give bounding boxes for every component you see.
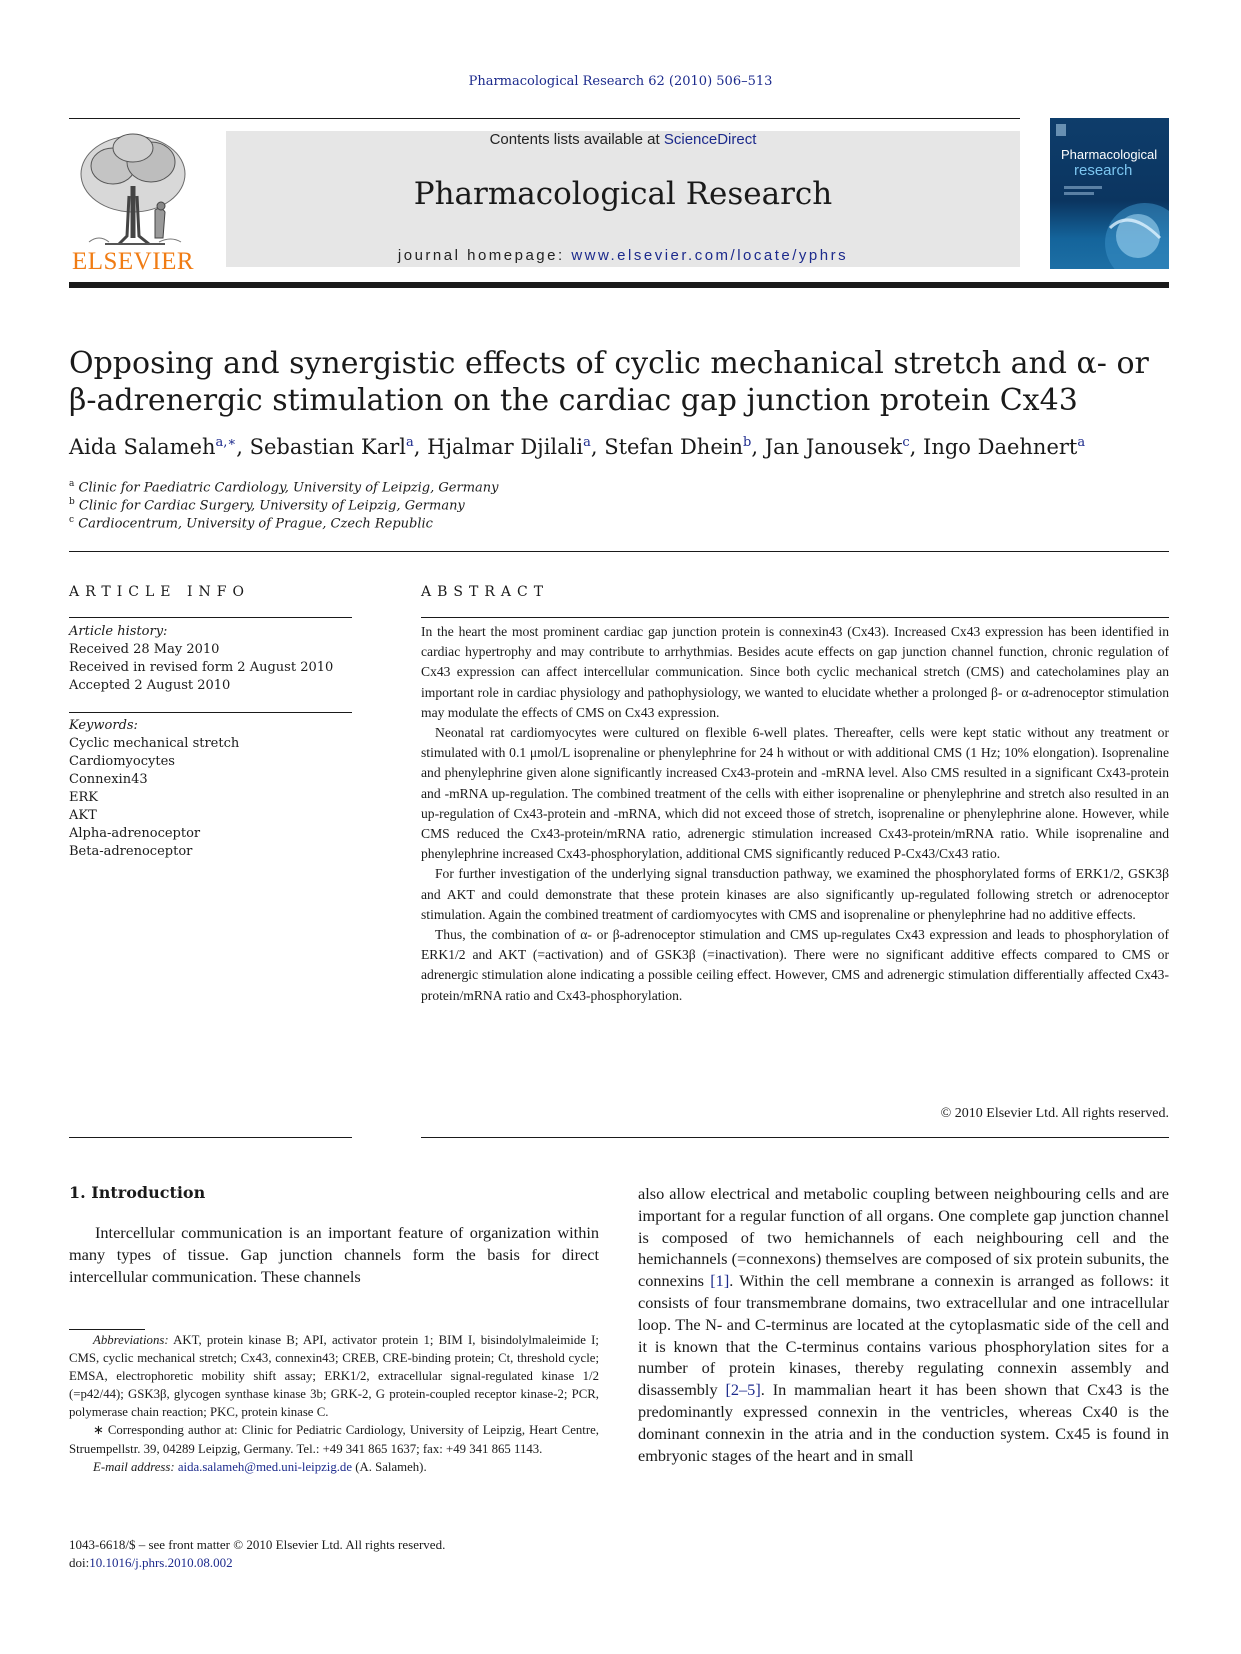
abbreviations-footnote: Abbreviations: AKT, protein kinase B; API, activator protein 1; BIM I, bisindolylmaleimide I; CMS, cyclic mechanical stretch; Cx43, connexin43; CREB, CRE-binding protein; Ct, threshold cycle; EMSA, electrophoretic mobility shift assay; ERK1/2, extracellular signal-regulated kinase 1/2 (=p42/44); GSK3β, glycogen synthase kinase 3b; GRK-2, G protein-coupled receptor kinase-2; PCR, polymerase chain reaction; PKC, protein kinase C. — [69, 1333, 599, 1420]
history-received: Received 28 May 2010 — [69, 642, 220, 657]
article-info-rule — [69, 617, 352, 618]
keywords-rule — [69, 712, 352, 713]
article-history — [69, 623, 352, 695]
email-footnote: E-mail address: aida.salameh@med.uni-leipzig.de (A. Salameh). — [93, 1459, 427, 1474]
author[interactable]: Ingo Daehnert$^a$ — [923, 435, 1086, 459]
affiliation: $^a$ Clinic for Paediatric Cardiology, University of Leipzig, Germany — [69, 479, 499, 496]
author[interactable]: Sebastian Karl$^a$ — [249, 435, 414, 459]
sciencedirect-link[interactable]: ScienceDirect — [663, 131, 757, 148]
introduction-heading: 1. Introduction — [69, 1183, 206, 1202]
email-link[interactable]: aida.salameh@med.uni-leipzig.de — [177, 1459, 353, 1474]
article-title-line2: β-adrenergic stimulation on the cardiac gap junction protein Cx43 — [69, 383, 1078, 418]
corresponding-author-footnote: ∗ Corresponding author at: Clinic for Pediatric Cardiology, University of Leipzig, Heart Centre, Struempellstr. 39, 04289 Leipzig, Germany. Tel.: +49 341 865 1637; fax: +49 341 865 1143. — [69, 1423, 599, 1456]
section-rule — [69, 551, 1169, 552]
reference-link[interactable]: [2–5] — [725, 1380, 761, 1400]
author[interactable]: Jan Janousek$^c$ — [764, 435, 910, 459]
abstract-paragraph: For further investigation of the underlying signal transduction pathway, we examined the phosphorylated forms of ERK1/2, GSK3β and AKT and could demonstrate that these protein kinases are also significantly up-regulated following stretch or adrenoceptor stimulation. Again the combined treatment of cardiomyocytes with CMS and isoprenaline or phenylephrine had no additive effects. — [421, 866, 1169, 922]
contents-prefix: Contents lists available at — [489, 131, 664, 148]
abstract-copyright: © 2010 Elsevier Ltd. All rights reserved. — [940, 1106, 1169, 1121]
author-list: Aida Salameh$^{a,∗}$, Sebastian Karl$^a$, Hjalmar Djilali$^a$, Stefan Dhein$^b$, Jan Janousek$^c$, Ingo Daehnert$^a$ — [69, 435, 1086, 459]
author[interactable]: Aida Salameh$^{a,∗}$ — [69, 435, 237, 459]
abstract-paragraph: In the heart the most prominent cardiac gap junction protein is connexin43 (Cx43). Increased Cx43 expression has been identified in cardiac hypertrophy and may contribute to arrhythmias. Besides acute effects on gap junction channel function, chronic regulation of Cx43 expression can affect intercellular communication. Since both cyclic mechanical stretch (CMS) and catecholamines play an important role in cardiac physiology and pathophysiology, we wanted to elucidate whether a prolonged β- or α-adrenoceptor stimulation may modulate the effects of CMS on Cx43 expression. — [421, 624, 1169, 720]
article-title-line1: Opposing and synergistic effects of cyclic mechanical stretch and α- or — [69, 346, 1149, 381]
footnotes — [69, 1331, 599, 1476]
author[interactable]: Stefan Dhein$^b$ — [604, 435, 752, 459]
article-title — [69, 345, 1169, 419]
cover-title-line1: Pharmacological — [1061, 147, 1158, 162]
author[interactable]: Hjalmar Djilali$^a$ — [427, 435, 591, 459]
affiliation: $^c$ Cardiocentrum, University of Prague, Czech Republic — [69, 515, 433, 532]
issn-line: 1043-6618/$ – see front matter © 2010 Elsevier Ltd. All rights reserved. — [69, 1537, 446, 1552]
journal-homepage — [226, 247, 1020, 264]
header-rule — [69, 118, 1020, 119]
history-accepted: Accepted 2 August 2010 — [69, 678, 231, 693]
affiliation: $^b$ Clinic for Cardiac Surgery, University of Leipzig, Germany — [69, 497, 465, 514]
history-revised: Received in revised form 2 August 2010 — [69, 660, 334, 675]
journal-citation[interactable]: Pharmacological Research 62 (2010) 506–513 — [468, 74, 773, 89]
introduction-left-column: Intercellular communication is an important feature of organization within many types of tissue. Gap junction channels form the basis for direct intercellular communication. These channels — [69, 1223, 599, 1286]
abstract-rule — [421, 617, 1169, 618]
keyword: ERK — [69, 790, 98, 805]
journal-cover-image[interactable] — [1050, 118, 1169, 269]
introduction-right-column: also allow electrical and metabolic coupling between neighbouring cells and are important for a regular function of all organs. One complete gap junction channel is composed of two hemichannels of each neighbouring cell and the hemichannels (=connexons) themselves are composed of six protein subunits, the connexins [1]. Within the cell membrane a connexin is arranged as follows: it consists of four transmembrane domains, two extracellular and one intracellular loop. The N- and C-terminus are located at the cytoplasmatic side of the cell and it is known that the C-terminus contains various phosphorylation sites for a number of protein kinases, thereby regulating connexin assembly and disassembly [2–5]. In mammalian heart it has been shown that Cx43 is the predominantly expressed connexin in the ventricles, whereas Cx40 is the dominant connexin in the atria and in the conduction system. Cx45 is found in embryonic stages of the heart and in small — [638, 1184, 1170, 1465]
keyword: Cardiomyocytes — [69, 754, 175, 769]
abstract-paragraph: Neonatal rat cardiomyocytes were cultured on flexible 6-well plates. Thereafter, cells were kept static without any treatment or stimulated with 0.1 μmol/L isoprenaline or phenylephrine for 24 h without or with additional CMS (1 Hz; 10% elongation). Isoprenaline and phenylephrine given alone significantly increased Cx43-protein and -mRNA level. Also CMS resulted in a significant Cx43-protein and -mRNA up-regulation. The combined treatment of the cells with either isoprenaline or phenylephrine and stretch also resulted in an up-regulation of Cx43-protein and -mRNA, which did not exceed those of stretch, isoprenaline or phenylephrine alone. However, while CMS reduced the Cx43-protein/mRNA ratio, adrenergic stimulation increased Cx43-protein/mRNA ratio. While isoprenaline and phenylephrine increased Cx43-phosphorylation, additional CMS significantly reduced P-Cx43/Cx43 ratio. — [421, 725, 1169, 862]
homepage-prefix: journal homepage: — [397, 247, 572, 264]
doi-line: doi:10.1016/j.phrs.2010.08.002 — [69, 1555, 233, 1570]
keyword: Cyclic mechanical stretch — [69, 736, 240, 751]
homepage-link[interactable]: www.elsevier.com/locate/yphrs — [571, 247, 849, 264]
history-label: Article history: — [69, 624, 168, 639]
article-info-heading: ARTICLE INFO — [69, 584, 250, 600]
doi-link[interactable]: 10.1016/j.phrs.2010.08.002 — [89, 1555, 233, 1570]
keywords-label: Keywords: — [69, 718, 138, 733]
contents-available — [226, 131, 1020, 148]
keyword: Connexin43 — [69, 772, 148, 787]
abstract-paragraph: Thus, the combination of α- or β-adrenoceptor stimulation and CMS up-regulates Cx43 expression and leads to phosphorylation of ERK1/2 and AKT (=activation) and of GSK3β (=inactivation). There were no significant additive effects compared to CMS or adrenergic stimulation alone indicating a possible ceiling effect. However, CMS and adrenergic stimulation differentially affected Cx43-protein/mRNA ratio and Cx43-phosphorylation. — [421, 927, 1169, 1003]
journal-title: Pharmacological Research — [413, 176, 833, 212]
keyword: Alpha-adrenoceptor — [69, 826, 201, 841]
masthead-rule — [69, 282, 1169, 288]
article-info-bottom-rule — [69, 1137, 352, 1138]
cover-art-icon — [1050, 118, 1169, 269]
keyword: Beta-adrenoceptor — [69, 844, 193, 859]
front-matter-meta — [69, 1536, 669, 1572]
keywords-block — [69, 717, 352, 861]
keyword: AKT — [69, 808, 97, 823]
footnote-rule — [69, 1329, 145, 1330]
reference-link[interactable]: [1] — [710, 1271, 730, 1291]
abstract-heading: ABSTRACT — [421, 584, 550, 600]
abstract-body — [421, 622, 1169, 1006]
cover-title-line2: research — [1074, 162, 1133, 179]
abstract-bottom-rule — [421, 1137, 1169, 1138]
elsevier-wordmark[interactable]: ELSEVIER — [71, 248, 195, 275]
